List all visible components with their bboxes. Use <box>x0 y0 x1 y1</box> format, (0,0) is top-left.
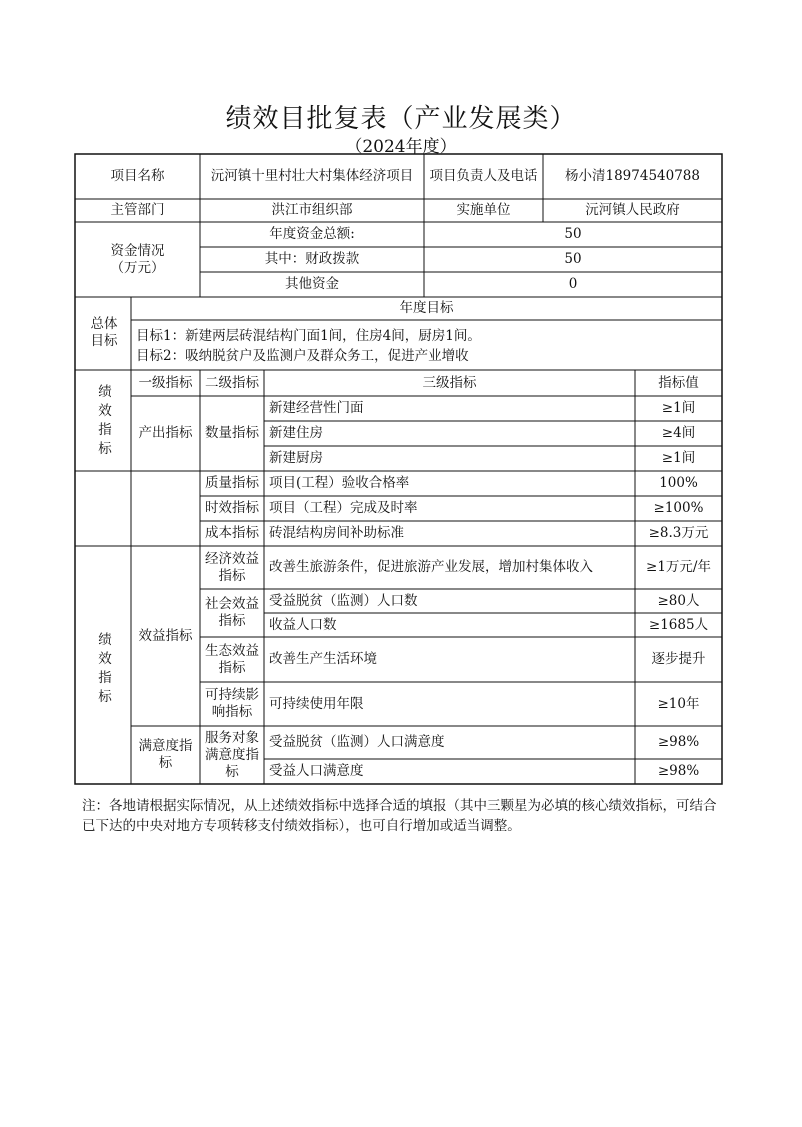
table-row-value: 100% <box>659 475 698 491</box>
table-row: 新建厨房 <box>269 450 323 466</box>
page-subtitle: （2024年度） <box>345 137 457 157</box>
table-row: 受益人口满意度 <box>269 763 364 779</box>
table-row-value: ≥98% <box>657 763 700 779</box>
funds-total-value: 50 <box>564 226 582 242</box>
benefit-economic: 经济效益指标 <box>205 550 259 584</box>
table-row-value: ≥1间 <box>661 450 696 466</box>
table-row-value: ≥10年 <box>657 695 700 712</box>
dept-label: 主管部门 <box>110 202 165 218</box>
output-quantity: 数量指标 <box>205 425 259 441</box>
project-name-label: 项目名称 <box>110 168 165 184</box>
goal-2: 目标2：吸纳脱贫户及监测户及群众务工，促进产业增收 <box>136 347 469 364</box>
header-value: 指标值 <box>658 374 699 391</box>
leader-value: 杨小清18974540788 <box>565 168 700 184</box>
output-quality: 质量指标 <box>205 475 259 491</box>
table-row: 收益人口数 <box>269 616 337 633</box>
goals-header: 年度目标 <box>399 300 454 316</box>
table-row-value: 逐步提升 <box>651 651 706 667</box>
header-level1: 一级指标 <box>138 374 193 391</box>
goal-1: 目标1：新建两层砖混结构门面1间，住房4间，厨房1间。 <box>136 327 481 344</box>
dept-value: 洪江市组织部 <box>271 202 353 218</box>
table-row: 受益脱贫（监测）人口满意度 <box>269 734 445 750</box>
table-row-value: ≥8.3万元 <box>648 525 709 541</box>
table-row-value: ≥4间 <box>661 425 696 441</box>
header-level2: 二级指标 <box>205 374 259 391</box>
benefit-social: 社会效益指标 <box>205 596 259 629</box>
table-row-value: ≥1间 <box>661 400 696 416</box>
satisfaction-l2: 服务对象满意度指标 <box>205 729 259 780</box>
project-name-value: 沅河镇十里村壮大村集体经济项目 <box>210 168 414 184</box>
leader-label: 项目负责人及电话 <box>429 168 538 184</box>
table-row-value: ≥98% <box>657 734 700 750</box>
table-row-value: ≥80人 <box>657 592 700 609</box>
benefit-l1: 效益指标 <box>138 627 193 644</box>
funds-other-label: 其他资金 <box>285 276 339 292</box>
table-row: 改善生旅游条件，促进旅游产业发展，增加村集体收入 <box>269 559 593 575</box>
benefit-ecological: 生态效益指标 <box>205 642 259 676</box>
table-row-value: ≥1685人 <box>648 616 709 633</box>
indicator-section-label-1: 绩效指标 <box>98 384 112 457</box>
benefit-sustainable: 可持续影响指标 <box>205 687 259 720</box>
satisfaction-l1: 满意度指标 <box>138 738 193 771</box>
table-row: 项目（工程）完成及时率 <box>269 500 418 516</box>
funds-fiscal-value: 50 <box>564 251 582 267</box>
table-row: 新建经营性门面 <box>269 400 364 416</box>
funds-label: 资金情况（万元） <box>110 242 165 276</box>
output-cost: 成本指标 <box>205 525 259 541</box>
indicator-section-label-2: 绩效指标 <box>98 632 112 705</box>
table-row: 砖混结构房间补助标准 <box>269 525 404 541</box>
footnote: 注：各地请根据实际情况，从上述绩效指标中选择合适的填报（其中三颗星为必填的核心绩效指标，可结合已下达的中央对地方专项转移支付绩效指标），也可自行增加或适当调整。 <box>82 798 717 834</box>
header-level3: 三级指标 <box>422 374 477 391</box>
table-row-value: ≥100% <box>653 500 704 516</box>
goals-label: 总体目标 <box>90 316 118 349</box>
funds-other-value: 0 <box>568 276 578 292</box>
funds-total-label: 年度资金总额: <box>269 226 355 242</box>
table-row: 改善生产生活环境 <box>269 651 377 667</box>
output-timeliness: 时效指标 <box>205 500 259 516</box>
funds-fiscal-label: 其中：财政拨款 <box>264 251 360 267</box>
table-row: 项目(工程）验收合格率 <box>269 475 410 491</box>
output-l1: 产出指标 <box>138 425 193 441</box>
table-row: 新建住房 <box>269 425 323 441</box>
table-row: 受益脱贫（监测）人口数 <box>269 592 418 609</box>
impl-label: 实施单位 <box>456 202 511 218</box>
page-title: 绩效目批复表（产业发展类） <box>225 104 577 134</box>
table-row: 可持续使用年限 <box>269 695 364 712</box>
impl-value: 沅河镇人民政府 <box>585 202 680 218</box>
table-row-value: ≥1万元/年 <box>646 559 711 575</box>
